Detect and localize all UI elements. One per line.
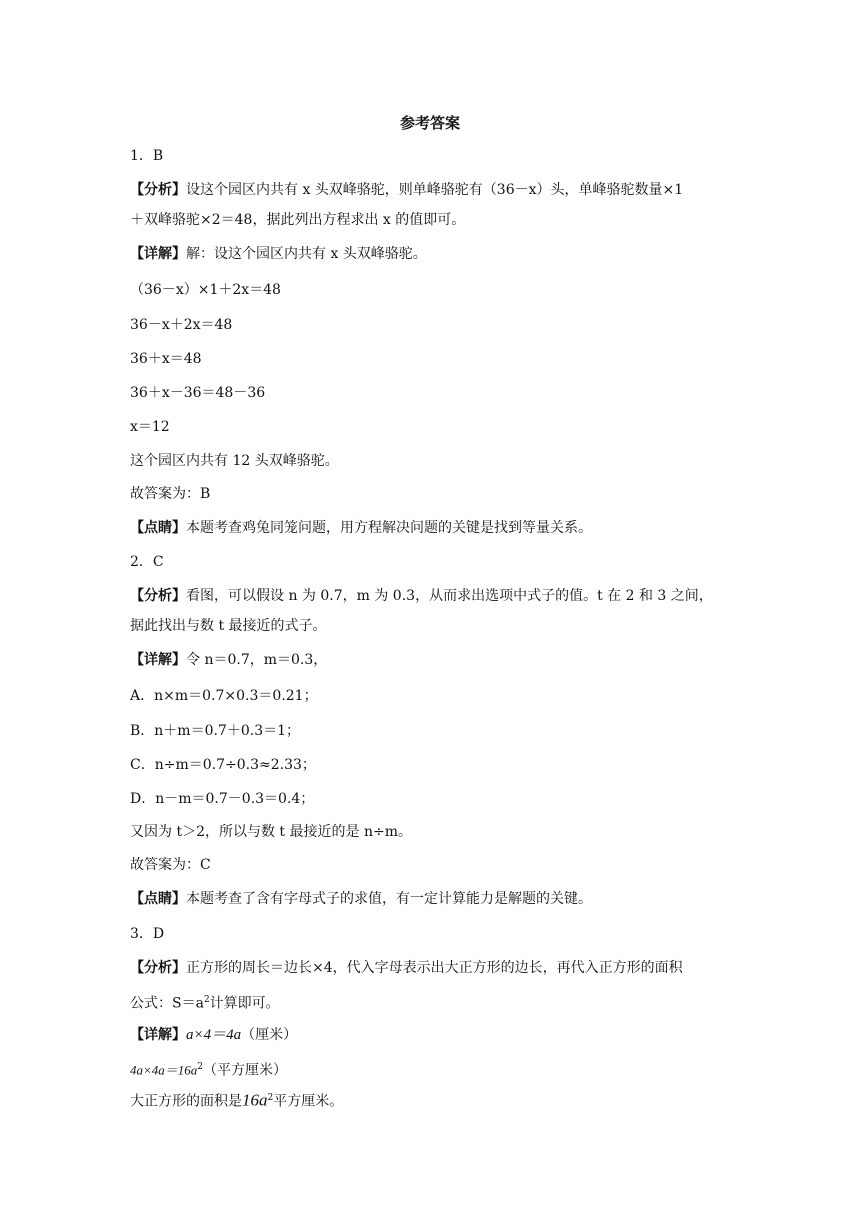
q1-analysis-tag: 【分析】 xyxy=(130,182,186,198)
q3-analysis-line1: 【分析】正方形的周长＝边长×4，代入字母表示出大正方形的边长，再代入正方形的面积 xyxy=(130,960,683,976)
q1-detail: 【详解】解：设这个园区内共有 x 头双峰骆驼。 xyxy=(130,246,427,262)
q1-step-1: （36－x）×1＋2x＝48 xyxy=(130,282,281,298)
q2-option-c: C．n÷m＝0.7÷0.3≈2.33； xyxy=(130,757,316,773)
q1-step-3: 36＋x＝48 xyxy=(130,351,202,367)
q2-analysis-line1: 【分析】看图，可以假设 n 为 0.7，m 为 0.3，从而求出选项中式子的值。t 在 2 和 3 之间， xyxy=(130,588,713,604)
q2-option-d: D．n－m＝0.7－0.3＝0.4； xyxy=(130,791,315,807)
q3-detail-formula1: 【详解】a×4＝4a（厘米） xyxy=(130,1027,298,1043)
q2-answer: 2．C xyxy=(130,554,164,570)
q3-conclusion-math: 16a xyxy=(242,1090,268,1110)
q1-conclusion: 这个园区内共有 12 头双峰骆驼。 xyxy=(130,453,339,469)
q3-formula1: a×4＝4a xyxy=(186,1027,242,1043)
q1-step-5: x＝12 xyxy=(130,419,170,435)
q1-analysis-line2: ＋双峰骆驼×2＝48，据此列出方程求出 x 的值即可。 xyxy=(130,212,466,228)
page-title: 参考答案 xyxy=(399,114,460,132)
q1-final: 故答案为：B xyxy=(130,486,211,502)
q2-option-b: B．n＋m＝0.7＋0.3＝1； xyxy=(130,723,301,739)
q2-detail: 【详解】令 n＝0.7，m＝0.3， xyxy=(130,652,328,668)
q3-analysis-tag: 【分析】 xyxy=(130,960,186,976)
q2-option-a: A．n×m＝0.7×0.3＝0.21； xyxy=(130,688,318,704)
q1-step-4: 36＋x－36＝48－36 xyxy=(130,385,266,401)
q1-comment-tag: 【点睛】 xyxy=(130,520,186,536)
q3-answer: 3．D xyxy=(130,926,165,942)
q2-conclusion: 又因为 t＞2，所以与数 t 最接近的是 n÷m。 xyxy=(130,824,412,840)
q2-analysis-line2: 据此找出与数 t 最接近的式子。 xyxy=(130,618,327,634)
q2-comment: 【点睛】本题考查了含有字母式子的求值，有一定计算能力是解题的关键。 xyxy=(130,891,592,907)
q2-comment-tag: 【点睛】 xyxy=(130,891,186,907)
q3-analysis-line2: 公式：$S=a^2$计算即可。 xyxy=(130,995,280,1012)
q1-comment: 【点睛】本题考查鸡兔同笼问题，用方程解决问题的关键是找到等量关系。 xyxy=(130,520,592,536)
q2-detail-tag: 【详解】 xyxy=(130,652,186,668)
q1-answer: 1．B xyxy=(130,148,164,164)
q3-detail-tag: 【详解】 xyxy=(130,1027,186,1043)
q2-final: 故答案为：C xyxy=(130,857,211,873)
q1-analysis-line1: 【分析】设这个园区内共有 x 头双峰骆驼，则单峰骆驼有（36－x）头，单峰骆驼数量×1 xyxy=(130,182,684,198)
q2-analysis-tag: 【分析】 xyxy=(130,588,186,604)
q1-step-2: 36－x＋2x＝48 xyxy=(130,317,233,333)
q1-detail-tag: 【详解】 xyxy=(130,246,186,262)
q3-conclusion: 大正方形的面积是$16a^2$平方厘米。 xyxy=(130,1090,344,1110)
q3-detail-formula2: $4a\times 4a=16a^2$（平方厘米） xyxy=(130,1062,288,1079)
q3-formula2: 4a×4a＝16a xyxy=(130,1062,198,1078)
